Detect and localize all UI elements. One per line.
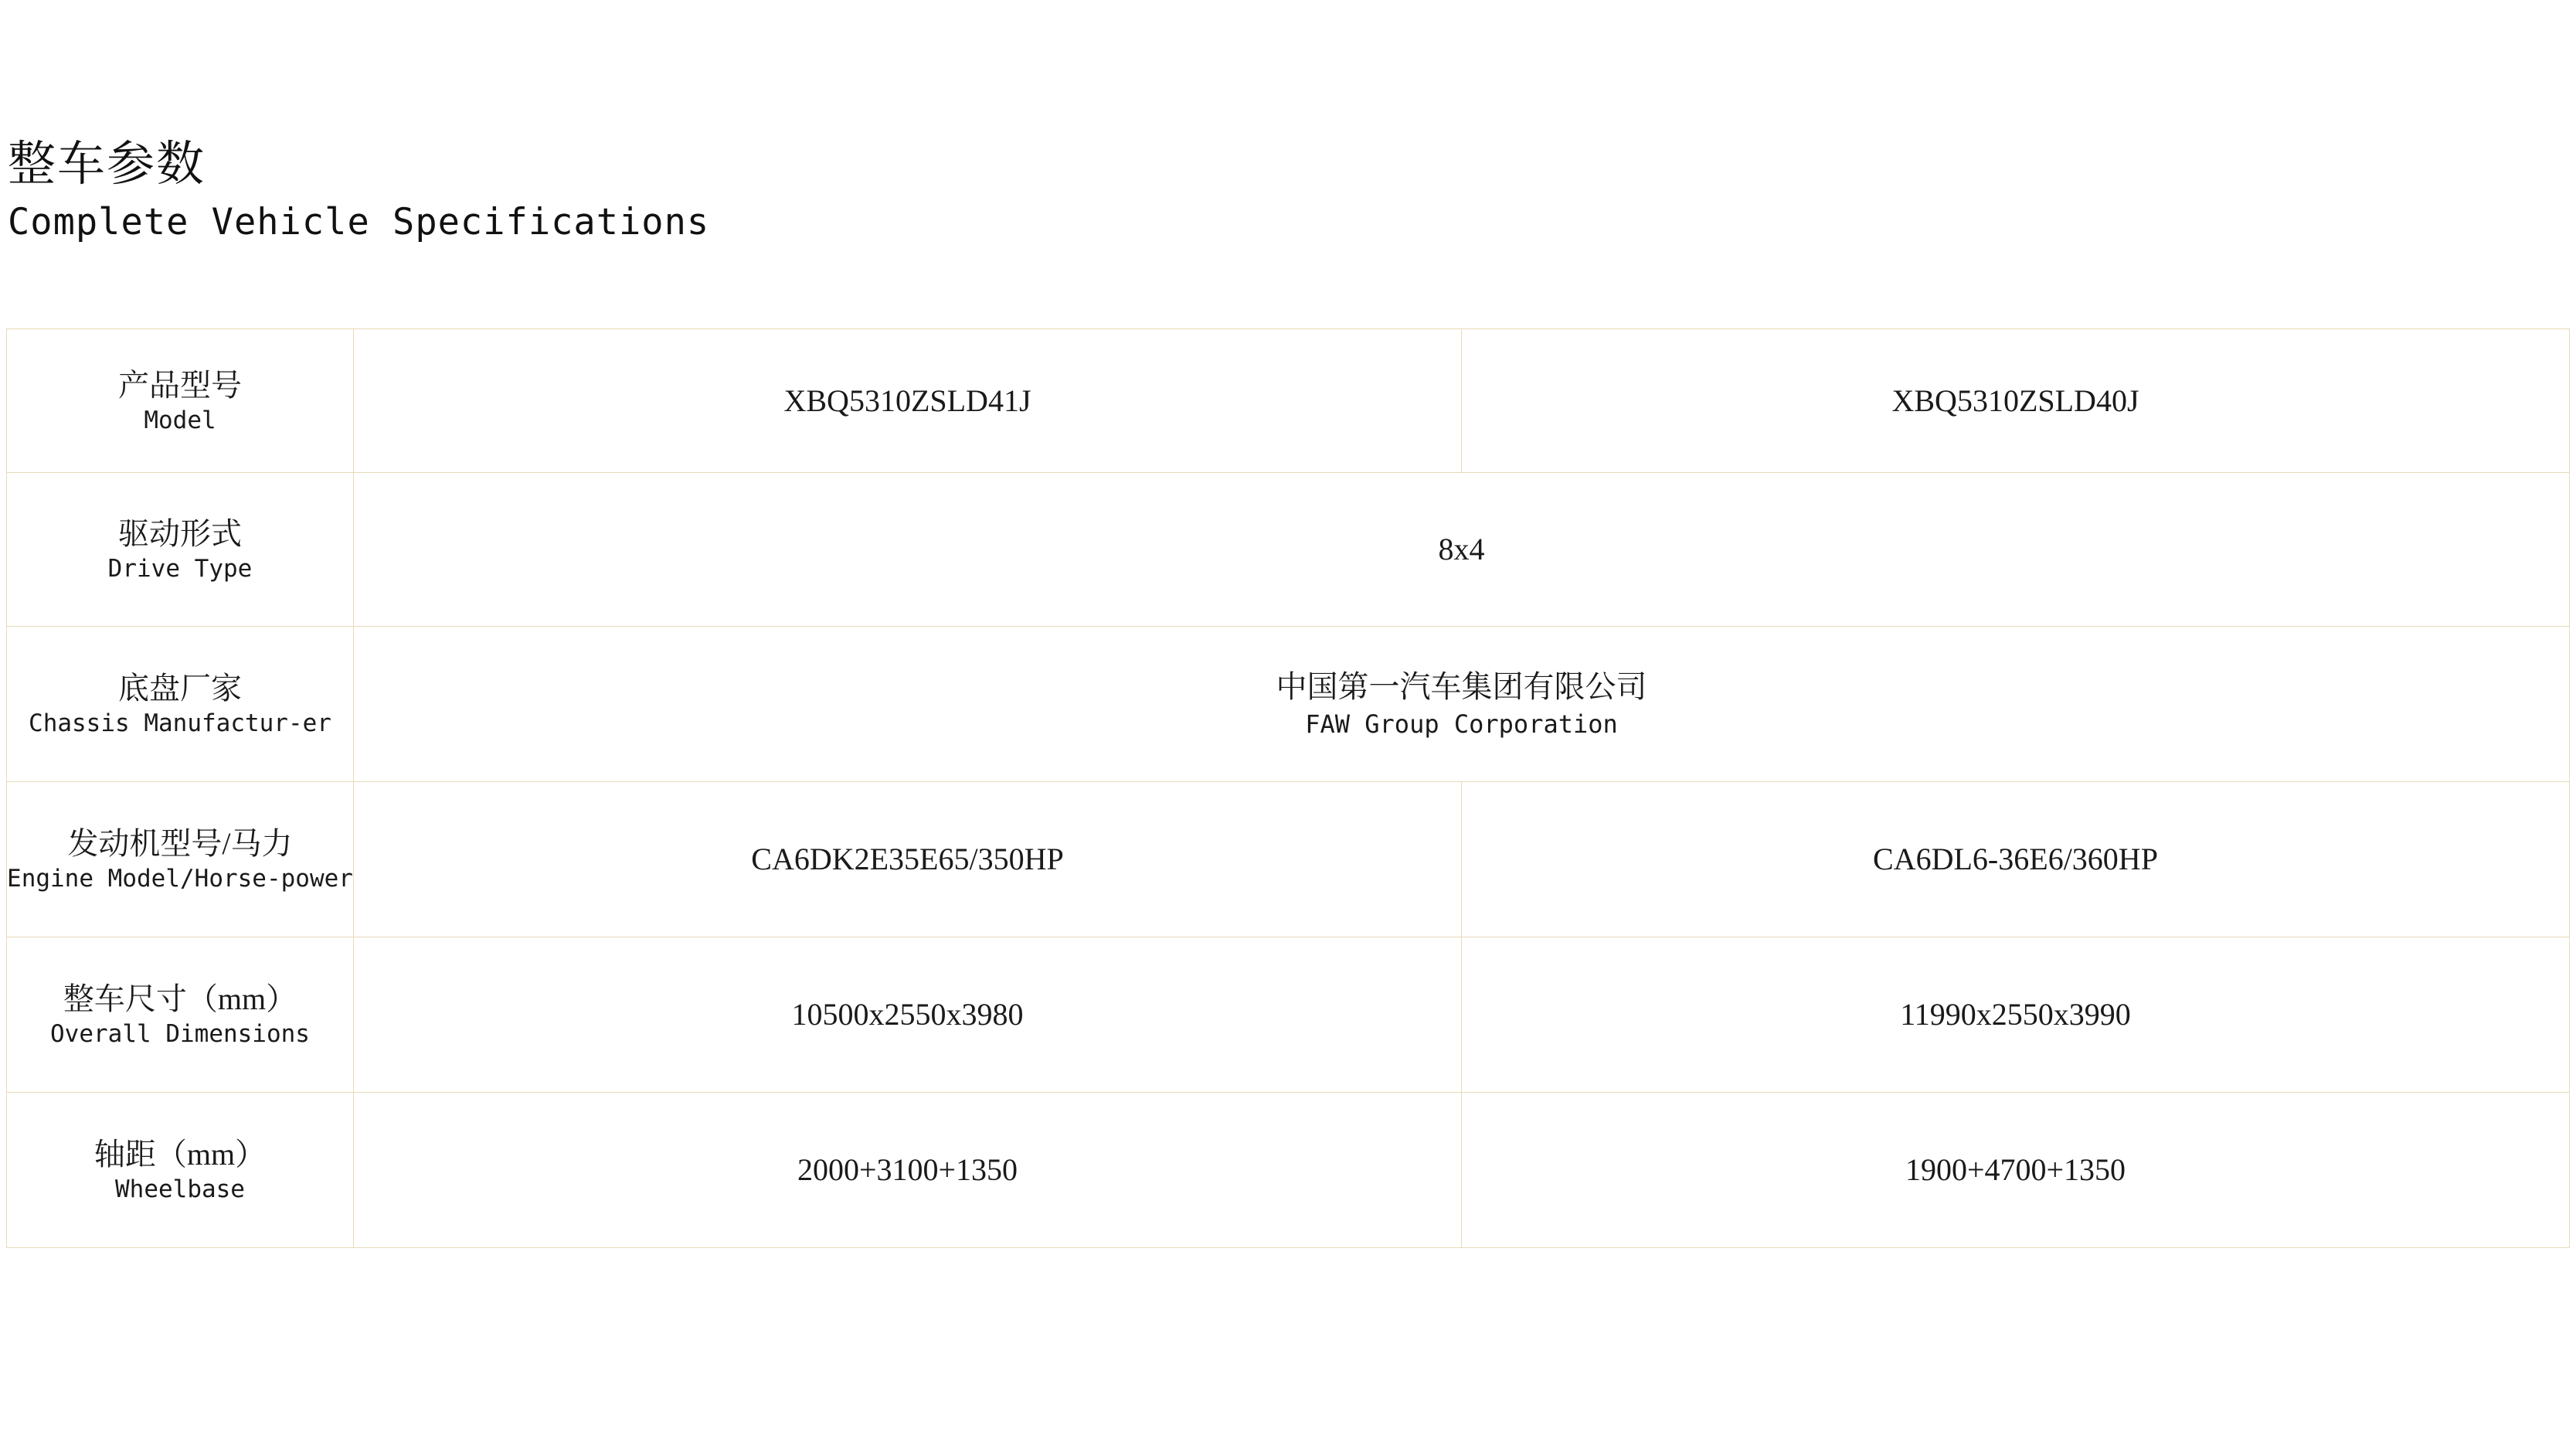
row-label-en: Wheelbase [115, 1175, 245, 1203]
table-row [7, 627, 2570, 782]
row-value-chassis-manufacturer [354, 627, 2570, 782]
row-label-en: Drive Type [107, 555, 253, 583]
row-label-en: Engine Model/Horse-power [7, 865, 353, 893]
row-label-wheelbase [7, 1093, 354, 1248]
row-value-right-model [1462, 329, 2570, 473]
row-label-en: Chassis Manufactur-er [29, 709, 331, 737]
value-text: 10500x2550x3980 [791, 997, 1024, 1032]
row-label-model [7, 329, 354, 473]
table-row [7, 329, 2570, 473]
row-value-left-engine [354, 782, 1462, 937]
table-row [7, 473, 2570, 627]
row-label-en: Overall Dimensions [50, 1020, 310, 1048]
table-row [7, 937, 2570, 1093]
table-row [7, 782, 2570, 937]
value-text: XBQ5310ZSLD41J [783, 383, 1031, 418]
value-text: 2000+3100+1350 [797, 1152, 1018, 1187]
value-text: CA6DL6-36E6/360HP [1873, 842, 2158, 876]
row-value-right-dimensions [1462, 937, 2570, 1093]
row-label-cn: 驱动形式 [118, 516, 242, 551]
page-title-en: Complete Vehicle Specifications [8, 201, 710, 243]
row-value-right-engine [1462, 782, 2570, 937]
row-label-drive-type [7, 473, 354, 627]
value-text: XBQ5310ZSLD40J [1891, 383, 2139, 418]
page-title-cn: 整车参数 [8, 138, 206, 191]
value-text: 11990x2550x3990 [1900, 997, 2131, 1032]
value-text: CA6DK2E35E65/350HP [751, 842, 1064, 876]
row-value-left-wheelbase [354, 1093, 1462, 1248]
value-text-en: FAW Group Corporation [1305, 709, 1618, 739]
row-label-cn: 产品型号 [118, 367, 242, 403]
value-text-cn: 中国第一汽车集团有限公司 [1276, 669, 1647, 704]
row-label-cn: 底盘厂家 [118, 671, 242, 706]
vehicle-specifications-table [6, 328, 2570, 1248]
row-label-cn: 轴距（mm） [93, 1137, 267, 1172]
value-text: 1900+4700+1350 [1905, 1152, 2126, 1187]
row-label-cn: 整车尺寸（mm） [63, 981, 297, 1016]
page-title [8, 135, 709, 247]
row-label-overall-dimensions [7, 937, 354, 1093]
row-value-right-wheelbase [1462, 1093, 2570, 1248]
row-label-chassis-manufacturer [7, 627, 354, 782]
row-label-engine [7, 782, 354, 937]
row-value-drive-type [354, 473, 2570, 627]
row-label-cn: 发动机型号/马力 [67, 826, 293, 861]
table-row [7, 1093, 2570, 1248]
row-value-left-model [354, 329, 1462, 473]
row-value-left-dimensions [354, 937, 1462, 1093]
value-text: 8x4 [1438, 532, 1485, 566]
row-label-en: Model [144, 406, 216, 434]
